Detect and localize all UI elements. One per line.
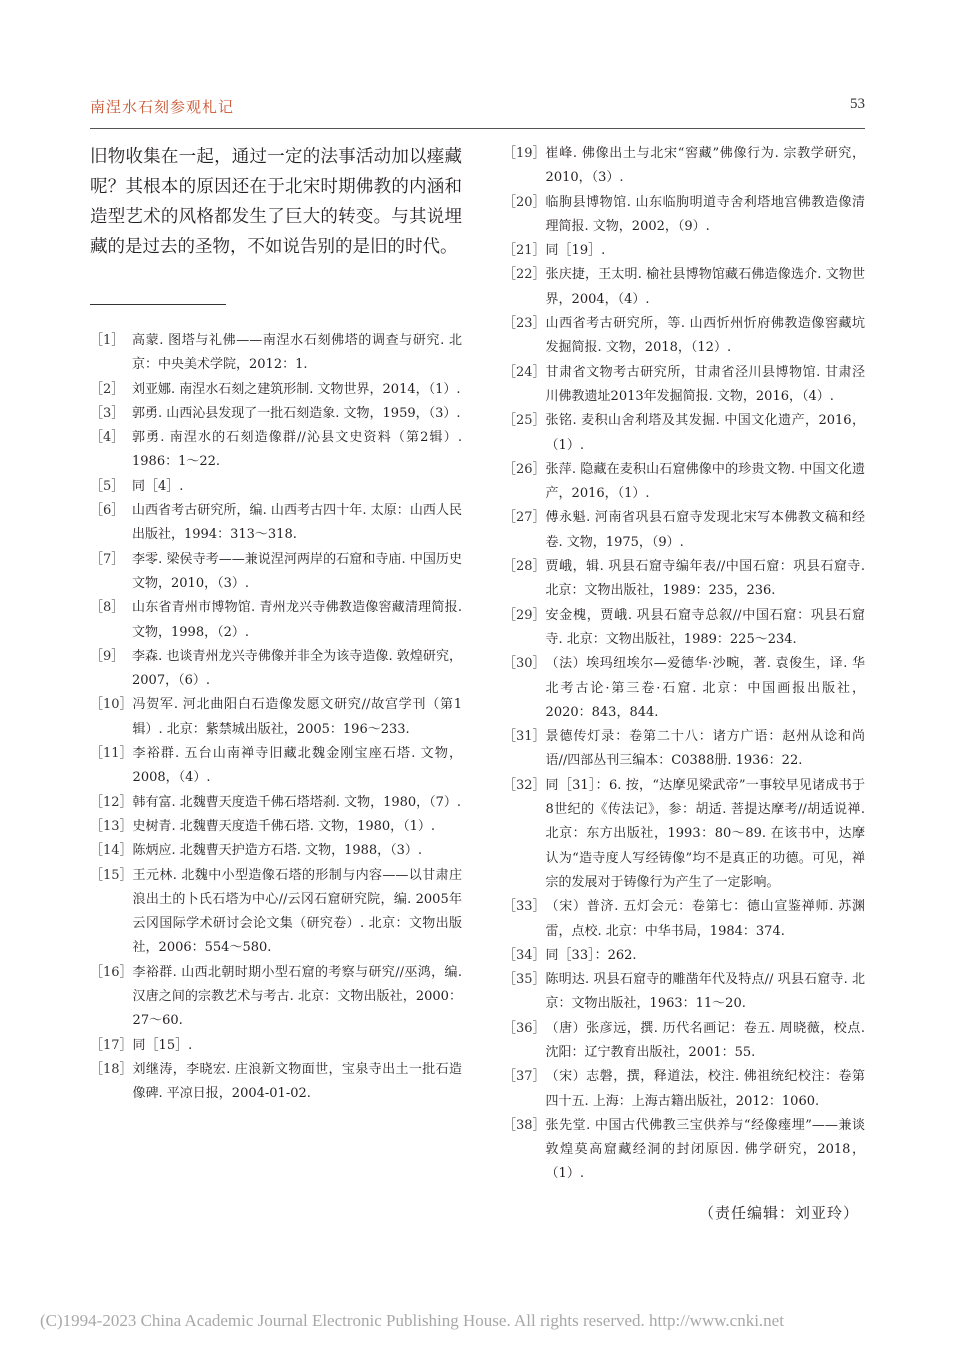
reference-text: 甘肃省文物考古研究所，甘肃省泾川县博物馆. 甘肃泾川佛教遗址2013年发掘简报. 文物，2016，（4）. (545, 364, 865, 404)
reference-number: ［31］ (503, 729, 546, 745)
reference-list-left (90, 329, 462, 1107)
reference-list-right (503, 142, 865, 1187)
reference-number: ［38］ (503, 1117, 546, 1133)
reference-text: 山东省青州市博物馆. 青州龙兴寺佛教造像窖藏清理简报. 文物，1998，（2）. (132, 600, 462, 640)
page-number: 53 (850, 96, 865, 112)
reference-text: 史树青. 北魏曹天度造千佛石塔. 文物，1980，（1）. (132, 818, 436, 834)
reference-text: 张铭. 麦积山舍利塔及其发掘. 中国文化遗产，2016，（1）. (545, 413, 865, 453)
reference-item (90, 402, 462, 426)
reference-number: ［27］ (503, 510, 546, 526)
reference-text: 张庆捷，王太明. 榆社县博物馆藏石佛造像选介. 文物世界，2004，（4）. (545, 267, 865, 307)
reference-text: 郭勇. 山西沁县发现了一批石刻造象. 文物，1959，（3）. (132, 405, 461, 421)
reference-item (90, 742, 462, 791)
reference-item (503, 409, 865, 458)
running-header (90, 96, 865, 129)
reference-item (503, 1017, 865, 1066)
reference-item (503, 652, 865, 725)
reference-number: ［25］ (503, 413, 546, 429)
reference-item (90, 1058, 462, 1107)
reference-number: ［3］ (90, 405, 125, 421)
reference-text: （法）埃玛纽埃尔—爱德华·沙畹，著. 袁俊生，译. 华北考古论·第三卷·石窟. 北京：中国画报出版社，2020：843，844. (545, 656, 865, 720)
reference-number: ［33］ (503, 899, 546, 915)
reference-item (90, 548, 462, 597)
reference-text: 同［33］：262. (545, 947, 637, 963)
reference-text: 崔峰. 佛像出土与北宋“窖藏”佛像行为. 宗教学研究，2010，（3）. (545, 146, 865, 186)
reference-item (90, 864, 462, 961)
reference-number: ［26］ (503, 461, 546, 477)
reference-number: ［23］ (503, 316, 546, 332)
reference-text: 同［4］. (132, 478, 184, 494)
reference-item (90, 791, 462, 815)
left-column (90, 142, 462, 1107)
reference-item (503, 506, 865, 555)
responsible-editor: （责任编辑：刘亚玲） (698, 1203, 859, 1222)
reference-text: 张先堂. 中国古代佛教三宝供养与“经像瘗埋”——兼谈敦煌莫高窟藏经洞的封闭原因. 佛学研究，2018，（1）. (545, 1117, 865, 1182)
copyright-watermark: (C)1994-2023 China Academic Journal Electronic Publishing House. All rights reserved. http://www.cnki.net (40, 1311, 784, 1330)
reference-item (503, 774, 865, 895)
reference-item (90, 815, 462, 839)
reference-item (90, 426, 462, 475)
reference-item (503, 968, 865, 1017)
reference-text: 傅永魁. 河南省巩县石窟寺发现北宋写本佛教文稿和经卷. 文物，1975，（9）. (545, 510, 865, 550)
reference-item (503, 312, 865, 361)
reference-number: ［4］ (90, 430, 125, 446)
reference-number: ［19］ (503, 146, 546, 161)
reference-text: 张萍. 隐藏在麦积山石窟佛像中的珍贵文物. 中国文化遗产，2016，（1）. (545, 461, 865, 502)
reference-text: 临朐县博物馆. 山东临朐明道寺舍利塔地宫佛教造像清理简报. 文物，2002，（9）. (545, 194, 865, 234)
footnote-divider (90, 304, 226, 305)
reference-text: 高蒙. 图塔与礼佛——南涅水石刻佛塔的调查与研究. 北京：中央美术学院，2012：1. (132, 333, 462, 373)
reference-number: ［35］ (503, 972, 546, 988)
reference-number: ［10］ (90, 697, 133, 713)
reference-number: ［17］ (90, 1037, 133, 1053)
reference-item (90, 596, 462, 645)
reference-text: 冯贺军. 河北曲阳白石造像发愿文研究//故宫学刊（第1辑）. 北京：紫禁城出版社，2005：196～233. (132, 697, 462, 737)
reference-text: 李森. 也谈青州龙兴寺佛像并非全为该寺造像. 敦煌研究，2007，（6）. (132, 648, 462, 689)
right-column (503, 142, 865, 1225)
reference-text: 李裕群. 山西北朝时期小型石窟的考察与研究//巫鸿，编. 汉唐之间的宗教艺术与考古. 北京：文物出版社，2000：27～60. (132, 964, 462, 1029)
reference-text: 李裕群. 五台山南禅寺旧藏北魏金刚宝座石塔. 文物，2008，（4）. (132, 746, 462, 786)
reference-text: 韩有富. 北魏曹天度造千佛石塔塔刹. 文物，1980，（7）. (132, 794, 462, 810)
reference-text: 李零. 梁侯寺考——兼说涅河两岸的石窟和寺庙. 中国历史文物，2010，（3）. (132, 551, 462, 591)
reference-number: ［30］ (503, 656, 546, 672)
reference-text: 山西省考古研究所，等. 山西忻州忻府佛教造像窖藏坑发掘简报. 文物，2018，（12）. (545, 316, 865, 356)
reference-text: 同［19］. (545, 243, 606, 259)
reference-number: ［1］ (90, 333, 125, 348)
reference-item (503, 191, 865, 240)
reference-number: ［21］ (503, 243, 546, 259)
reference-number: ［5］ (90, 478, 125, 494)
reference-item (90, 1034, 462, 1058)
reference-text: （宋）普济. 五灯会元：卷第七：德山宣鉴禅师. 苏渊雷，点校. 北京：中华书局，1984：374. (545, 899, 865, 939)
reference-text: 王元林. 北魏中小型造像石塔的形制与内容——以甘肃庄浪出土的卜氏石塔为中心//云冈石窟研究院，编. 2005年云冈国际学术研讨会论文集（研究卷）. 北京：文物出版社，2006：554～580. (132, 867, 462, 956)
reference-text: （宋）志磐，撰，释道法，校注. 佛祖统纪校注：卷第四十五. 上海：上海古籍出版社，2012：1060. (545, 1069, 865, 1109)
reference-number: ［14］ (90, 843, 133, 859)
reference-number: ［32］ (503, 777, 546, 793)
reference-number: ［2］ (90, 381, 125, 397)
reference-item (90, 839, 462, 863)
body-paragraph: 旧物收集在一起，通过一定的法事活动加以瘗藏呢？其根本的原因还在于北宋时期佛教的内涵和造型艺术的风格都发生了巨大的转变。与其说埋藏的是过去的圣物，不如说告别的是旧的时代。 (90, 147, 462, 257)
reference-number: ［37］ (503, 1069, 546, 1085)
reference-text: 刘继涛，李晓宏. 庄浪新文物面世，宝泉寺出土一批石造像碑. 平凉日报，2004-01-02. (132, 1061, 462, 1102)
reference-number: ［9］ (90, 648, 125, 664)
reference-number: ［20］ (503, 194, 546, 210)
reference-number: ［24］ (503, 364, 546, 380)
reference-text: （唐）张彦远，撰. 历代名画记：卷五. 周晓薇，校点. 沈阳：辽宁教育出版社，2001：55. (545, 1020, 865, 1060)
reference-item (503, 239, 865, 263)
reference-item (503, 1114, 865, 1187)
reference-number: ［8］ (90, 600, 125, 616)
reference-item (90, 645, 462, 694)
reference-item (503, 944, 865, 968)
reference-item (503, 895, 865, 944)
reference-number: ［28］ (503, 559, 546, 575)
reference-item (503, 458, 865, 507)
reference-number: ［12］ (90, 794, 133, 810)
reference-item (90, 378, 462, 402)
reference-item (503, 604, 865, 653)
reference-item (90, 693, 462, 742)
reference-item (503, 361, 865, 410)
reference-number: ［22］ (503, 267, 546, 283)
reference-text: 同［31］：6. 按，“达摩见梁武帝”一事较早见诸成书于8世纪的《传法记》，参：胡适. 菩提达摩考//胡适说禅. 北京：东方出版社，1993：80～89. 在该书中，达摩认为“造寺度人写经铸像”均不是真正的功德。可见，禅宗的发展对于铸像行为产生了一定影响。 (545, 777, 865, 890)
reference-item (503, 725, 865, 774)
reference-number: ［16］ (90, 964, 133, 980)
reference-item (90, 475, 462, 499)
reference-number: ［15］ (90, 867, 133, 883)
reference-text: 同［15］. (132, 1037, 193, 1053)
reference-item (503, 263, 865, 312)
reference-number: ［18］ (90, 1061, 133, 1077)
reference-number: ［7］ (90, 551, 125, 567)
reference-number: ［11］ (90, 746, 133, 762)
reference-item (90, 499, 462, 548)
reference-text: 贾峨，辑. 巩县石窟寺编年表//中国石窟：巩县石窟寺. 北京：文物出版社，1989：235，236. (545, 559, 865, 599)
reference-item (90, 961, 462, 1034)
reference-number: ［36］ (503, 1020, 546, 1036)
reference-text: 陈明达. 巩县石窟寺的雕凿年代及特点// 巩县石窟寺. 北京：文物出版社，1963：11～20. (545, 972, 865, 1012)
running-title: 南涅水石刻参观札记 (90, 98, 235, 116)
reference-text: 景德传灯录：卷第二十八：诸方广语：赵州从谂和尚语//四部丛刊三编本：C0388册. 1936：22. (545, 729, 865, 769)
reference-item (503, 142, 865, 191)
reference-text: 刘亚娜. 南涅水石刻之建筑形制. 文物世界，2014，（1）. (132, 381, 461, 397)
reference-text: 山西省考古研究所，编. 山西考古四十年. 太原：山西人民出版社，1994：313～318. (132, 503, 462, 543)
reference-text: 郭勇. 南涅水的石刻造像群//沁县文史资料（第2辑）. 1986：1～22. (132, 430, 462, 470)
reference-number: ［34］ (503, 947, 546, 963)
reference-item (503, 1065, 865, 1114)
reference-text: 安金槐，贾峨. 巩县石窟寺总叙//中国石窟：巩县石窟寺. 北京：文物出版社，1989：225～234. (545, 607, 865, 647)
reference-number: ［29］ (503, 607, 546, 623)
reference-text: 陈炳应. 北魏曹天护造方石塔. 文物，1988，（3）. (132, 843, 423, 859)
reference-number: ［6］ (90, 503, 125, 519)
reference-number: ［13］ (90, 818, 133, 834)
reference-item (503, 555, 865, 604)
reference-item (90, 329, 462, 378)
